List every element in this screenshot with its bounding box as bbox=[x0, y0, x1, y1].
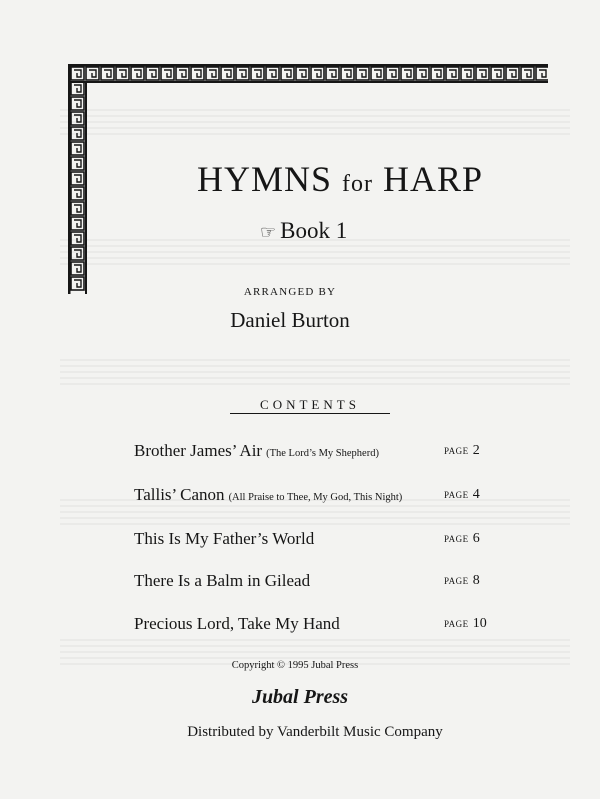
toc-item-title: There Is a Balm in Gilead bbox=[134, 571, 311, 590]
page-word: PAGE bbox=[444, 446, 469, 456]
toc-item-title: Tallis’ Canon bbox=[134, 485, 225, 504]
toc-item-page bbox=[444, 573, 498, 589]
toc-item-page bbox=[444, 443, 498, 459]
title-harp: HARP bbox=[382, 159, 484, 199]
toc-item-subtitle: (The Lord’s My Shepherd) bbox=[266, 448, 379, 459]
page-number: 8 bbox=[472, 573, 480, 588]
copyright-notice: Copyright © 1995 Jubal Press bbox=[231, 660, 359, 671]
title-hymns: HYMNS bbox=[196, 159, 332, 199]
page-word: PAGE bbox=[444, 576, 469, 586]
distributor-line: Distributed by Vanderbilt Music Company bbox=[187, 724, 443, 740]
toc-item-title: Precious Lord, Take My Hand bbox=[134, 614, 340, 633]
publisher-logo-text: Jubal Press bbox=[251, 686, 349, 708]
toc-item-title: This Is My Father’s World bbox=[134, 529, 315, 548]
toc-item-page bbox=[444, 487, 498, 503]
toc-item-page bbox=[444, 531, 498, 547]
toc-item bbox=[134, 571, 494, 595]
page-number: 10 bbox=[472, 616, 487, 631]
book-volume bbox=[260, 218, 347, 244]
toc-item-title: Brother James’ Air bbox=[134, 441, 263, 460]
arranged-by-label: ARRANGED BY bbox=[243, 286, 337, 298]
toc-item-subtitle: (All Praise to Thee, My God, This Night) bbox=[228, 492, 403, 503]
book-title bbox=[130, 158, 550, 200]
toc-item bbox=[134, 529, 494, 553]
toc-item bbox=[134, 485, 494, 509]
page-number: 6 bbox=[472, 531, 480, 546]
page-word: PAGE bbox=[444, 490, 469, 500]
toc-item bbox=[134, 441, 494, 465]
toc-item-page bbox=[444, 616, 498, 632]
page-word: PAGE bbox=[444, 534, 469, 544]
page-number: 4 bbox=[472, 487, 480, 502]
pointing-hand-icon: ☞ bbox=[260, 222, 277, 243]
arranger-name: Daniel Burton bbox=[230, 308, 350, 332]
contents-heading: CONTENTS bbox=[230, 397, 390, 414]
page-number: 2 bbox=[472, 443, 480, 458]
book-volume-label: Book 1 bbox=[280, 218, 348, 243]
title-for: for bbox=[342, 171, 373, 197]
toc-item bbox=[134, 614, 494, 638]
page-word: PAGE bbox=[444, 619, 469, 629]
